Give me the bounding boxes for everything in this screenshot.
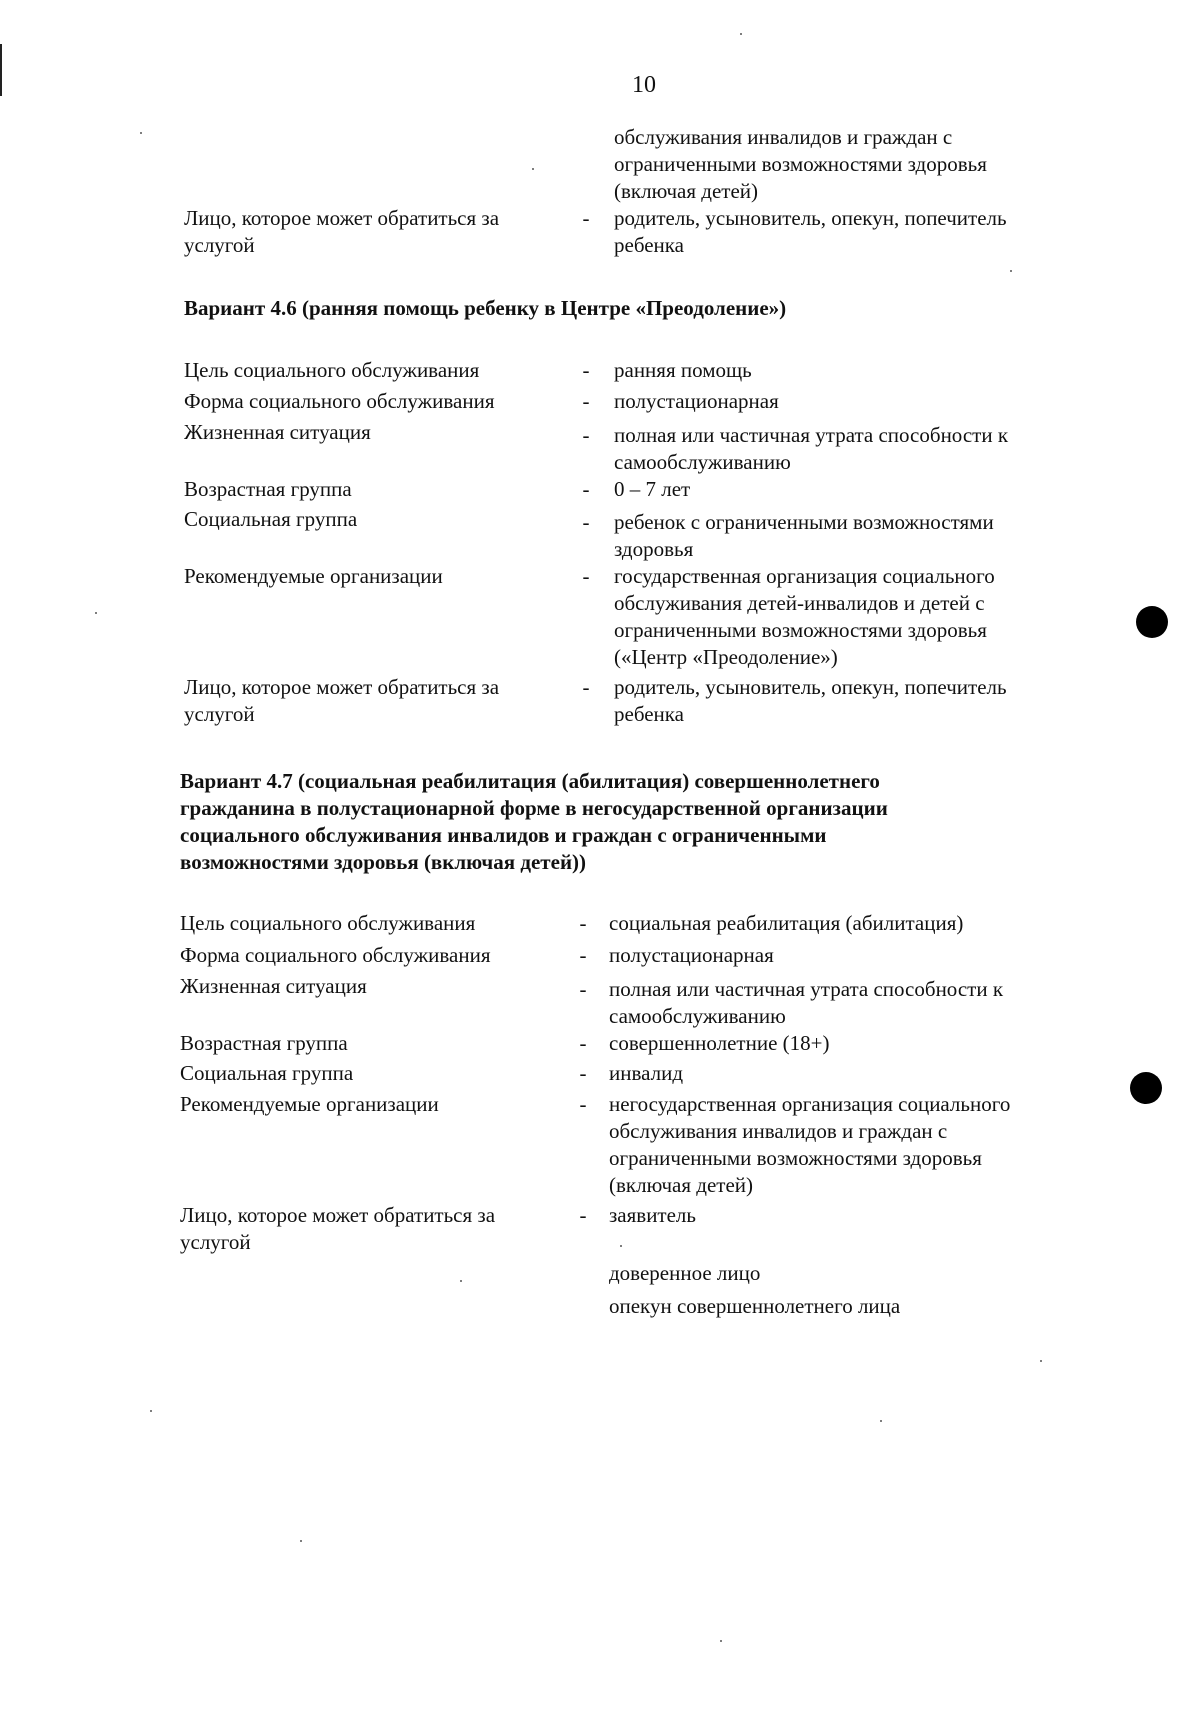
scan-speck — [150, 1410, 152, 1412]
table-row — [0, 674, 1200, 728]
row-value: социальная реабилитация (абилитация) — [609, 911, 964, 935]
row-dash: - — [579, 977, 587, 1001]
applicant-row — [0, 205, 1200, 259]
table-row — [0, 910, 1200, 942]
scan-edge-mark — [0, 44, 2, 96]
row-label: Социальная группа — [180, 1061, 354, 1085]
row-label: Форма социального обслуживания — [184, 389, 495, 413]
scan-speck — [720, 1640, 722, 1642]
row-dash: - — [582, 564, 590, 588]
row-value: доверенное лицо — [609, 1261, 761, 1285]
scan-speck — [300, 1540, 302, 1542]
row-dash: - — [582, 675, 590, 699]
row-label: Цель социального обслуживания — [180, 911, 476, 935]
row-dash: - — [579, 1092, 587, 1116]
table-row — [0, 563, 1200, 674]
table-row — [0, 1060, 1200, 1091]
row-dash: - — [579, 1031, 587, 1055]
scan-speck — [740, 33, 742, 35]
extra-value-row — [0, 1293, 1200, 1323]
scan-speck — [620, 1245, 622, 1247]
scan-speck — [140, 132, 142, 134]
row-value: инвалид — [609, 1061, 684, 1085]
variant-4-7-title: Вариант 4.7 (социальная реабилитация (абилитация) совершеннолетнего гражданина в полустационарной форме в негосударственной организации социального обслуживания инвалидов и граждан с ограниченными возможностями здоровья (включая детей)) — [180, 769, 888, 874]
row-label: Рекомендуемые организации — [180, 1092, 439, 1116]
continuation-value: обслуживания инвалидов и граждан с ограниченными возможностями здоровья (включая детей) — [614, 125, 987, 203]
row-label: Социальная группа — [184, 507, 358, 531]
table-row — [0, 476, 1200, 506]
variant-4-6-table — [0, 357, 1200, 728]
table-row — [0, 973, 1200, 1030]
row-value: родитель, усыновитель, опекун, попечитель ребенка — [614, 206, 1007, 257]
row-value: ребенок с ограниченными возможностями здоровья — [614, 510, 994, 561]
row-value: полная или частичная утрата способности к самообслуживанию — [614, 423, 1009, 474]
row-value: ранняя помощь — [614, 358, 752, 382]
scan-speck — [460, 1280, 462, 1282]
row-label: Лицо, которое может обратиться за услугой — [184, 675, 500, 726]
row-dash: - — [582, 206, 590, 230]
row-value: полустационарная — [609, 943, 774, 967]
row-label: Жизненная ситуация — [184, 420, 371, 444]
row-label: Возрастная группа — [180, 1031, 348, 1055]
row-value: родитель, усыновитель, опекун, попечитель ребенка — [614, 675, 1007, 726]
row-dash: - — [579, 1061, 587, 1085]
row-value: совершеннолетние (18+) — [609, 1031, 830, 1055]
extra-value-row — [0, 1260, 1200, 1293]
table-row — [0, 1202, 1200, 1260]
variant-4-7-table — [0, 910, 1200, 1323]
row-dash: - — [582, 423, 590, 447]
row-label: Жизненная ситуация — [180, 974, 367, 998]
table-row — [0, 419, 1200, 476]
table-row — [0, 1030, 1200, 1060]
row-dash: - — [582, 510, 590, 534]
row-label: Форма социального обслуживания — [180, 943, 491, 967]
scan-speck — [95, 612, 97, 614]
row-value: негосударственная организация социального обслуживания инвалидов и граждан с ограниченными возможностями здоровья (включая детей) — [609, 1092, 1011, 1197]
table-row — [0, 942, 1200, 973]
row-label: Рекомендуемые организации — [184, 564, 443, 588]
row-value: опекун совершеннолетнего лица — [609, 1294, 901, 1318]
table-row — [0, 357, 1200, 388]
table-row — [0, 388, 1200, 419]
scan-speck — [880, 1420, 882, 1422]
row-value: государственная организация социального обслуживания детей-инвалидов и детей с ограниченными возможностями здоровья («Центр «Преодоление») — [614, 564, 995, 669]
row-dash: - — [582, 477, 590, 501]
row-dash: - — [579, 1203, 587, 1227]
scan-speck — [532, 168, 534, 170]
row-value: полустационарная — [614, 389, 779, 413]
variant-4-6-title: Вариант 4.6 (ранняя помощь ребенку в Центре «Преодоление») — [184, 296, 787, 320]
row-value: заявитель — [609, 1203, 696, 1227]
scan-speck — [1040, 1360, 1042, 1362]
row-label: Возрастная группа — [184, 477, 352, 501]
scan-speck — [1010, 270, 1012, 272]
page-number: 10 — [632, 72, 656, 98]
row-dash: - — [582, 358, 590, 382]
row-dash: - — [579, 943, 587, 967]
row-value: полная или частичная утрата способности к самообслуживанию — [609, 977, 1004, 1028]
table-row — [0, 506, 1200, 563]
row-label: Цель социального обслуживания — [184, 358, 480, 382]
top-continuation — [0, 124, 1200, 259]
row-value: 0 – 7 лет — [614, 477, 691, 501]
table-row — [0, 1091, 1200, 1202]
row-dash: - — [579, 911, 587, 935]
row-label: Лицо, которое может обратиться за услугой — [180, 1203, 496, 1254]
row-label: Лицо, которое может обратиться за услугой — [184, 206, 500, 257]
row-dash: - — [582, 389, 590, 413]
